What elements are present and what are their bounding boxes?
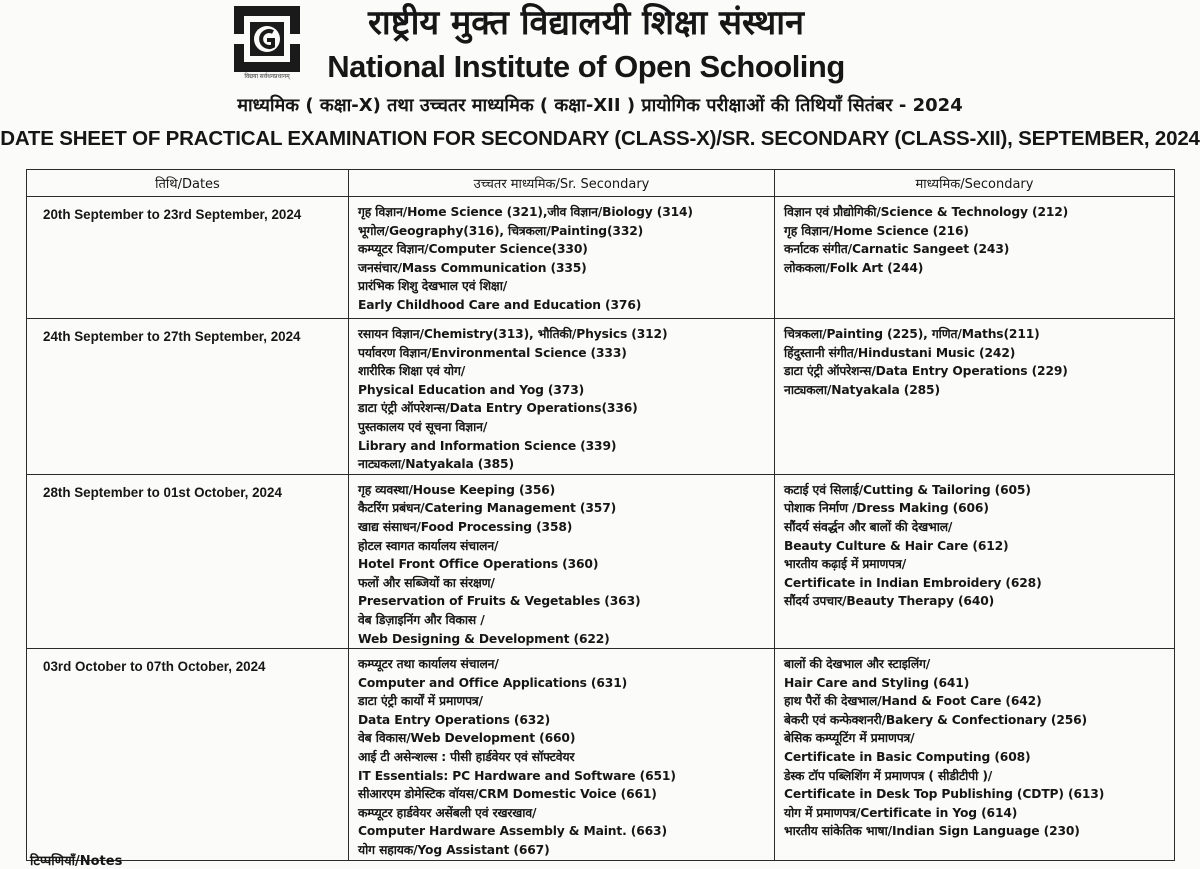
date-sheet-table (26, 169, 1175, 861)
subject-line: Certificate in Indian Embroidery (628) (784, 575, 1042, 590)
subject-line: भूगोल/Geography(316), चित्रकला/Painting(332) (358, 223, 644, 238)
subject-line: पर्यावरण विज्ञान/Environmental Science (333) (358, 345, 627, 360)
nios-logo-icon (232, 4, 302, 82)
institute-title-english: National Institute of Open Schooling (327, 49, 845, 84)
exam-date-range: 24th September to 27th September, 2024 (27, 319, 349, 475)
document-header (0, 0, 1200, 165)
subject-line: होटल स्वागत कार्यालय संचालन/ (358, 538, 499, 553)
subject-line: बेकरी एवं कन्फेक्शनरी/Bakery & Confectionary (256) (784, 712, 1088, 727)
table-body (27, 197, 1175, 861)
datesheet-subtitle-english: DATE SHEET OF PRACTICAL EXAMINATION FOR SECONDARY (CLASS-X)/SR. SECONDARY (CLASS-XII), SEPTEMBER, 2024 (0, 127, 1200, 150)
subject-line: Computer and Office Applications (631) (358, 675, 628, 690)
subject-line: IT Essentials: PC Hardware and Software (651) (358, 768, 676, 783)
secondary-subjects (775, 649, 1175, 861)
subject-line: बेसिक कम्प्यूटिंग में प्रमाणपत्र/ (784, 731, 915, 746)
subject-line: शारीरिक शिक्षा एवं योग/ (358, 364, 466, 379)
header-dates: तिथि/Dates (27, 170, 349, 197)
subject-line: रसायन विज्ञान/Chemistry(313), भौतिकी/Physics (312) (358, 327, 668, 341)
header-sr-secondary: उच्चतर माध्यमिक/Sr. Secondary (349, 170, 775, 197)
subject-line: सौंदर्य उपचार/Beauty Therapy (640) (784, 594, 995, 609)
exam-date-range: 28th September to 01st October, 2024 (27, 474, 349, 648)
subject-line: योग में प्रमाणपत्र/Certificate in Yog (614) (784, 805, 1018, 820)
subject-line: जनसंचार/Mass Communication (335) (358, 260, 587, 275)
subject-line: गृह विज्ञान/Home Science (216) (784, 223, 969, 238)
subject-line: डेस्क टॉप पब्लिशिंग में प्रमाणपत्र ( सीडीटीपी )/ (784, 768, 993, 783)
table-row (27, 649, 1175, 861)
notes-label: टिप्पणियाँ/Notes (30, 854, 123, 869)
secondary-subjects (775, 319, 1175, 475)
subject-line: Physical Education and Yog (373) (358, 382, 585, 397)
sr-secondary-subjects (349, 474, 775, 648)
subject-line: चित्रकला/Painting (225), गणित/Maths(211) (784, 327, 1040, 341)
table-header-row (27, 170, 1175, 197)
subject-line: योग सहायक/Yog Assistant (667) (358, 843, 550, 858)
subject-line: Certificate in Desk Top Publishing (CDTP) (613) (784, 787, 1105, 802)
subject-line: गृह विज्ञान/Home Science (321),जीव विज्ञान/Biology (314) (358, 205, 693, 219)
subject-line: वेब डिज़ाइनिंग और विकास / (358, 612, 485, 627)
subject-line: कम्प्यूटर विज्ञान/Computer Science(330) (358, 242, 588, 257)
subject-line: हिंदुस्तानी संगीत/Hindustani Music (242) (784, 345, 1016, 360)
subject-line: Certificate in Basic Computing (608) (784, 750, 1031, 765)
subject-line: डाटा एंट्री कार्यों में प्रमाणपत्र/ (358, 694, 483, 709)
subject-line: नाट्यकला/Natyakala (385) (358, 457, 514, 472)
institute-title-hindi: राष्ट्रीय मुक्त विद्यालयी शिक्षा संस्थान (368, 3, 804, 43)
secondary-subjects (775, 197, 1175, 319)
subject-line: भारतीय कढ़ाई में प्रमाणपत्र/ (784, 557, 907, 572)
subject-line: Hair Care and Styling (641) (784, 675, 970, 690)
subject-line: Data Entry Operations (632) (358, 712, 551, 727)
subject-line: गृह व्यवस्था/House Keeping (356) (358, 482, 556, 497)
sr-secondary-subjects (349, 319, 775, 475)
logo-motto: विद्यया सर्वधनप्रधानम् (244, 74, 290, 80)
datesheet-subtitle-hindi: माध्यमिक ( कक्षा-X) तथा उच्चतर माध्यमिक ( कक्षा-XII ) प्रायोगिक परीक्षाओं की तिथियाँ सितंबर - 2024 (237, 95, 963, 116)
table-row (27, 319, 1175, 475)
subject-line: विज्ञान एवं प्रौद्योगिकी/Science & Technology (212) (784, 205, 1069, 219)
subject-line: सीआरएम डोमेस्टिक वॉयस/CRM Domestic Voice (661) (358, 787, 657, 802)
subject-line: भारतीय सांकेतिक भाषा/Indian Sign Language (230) (784, 824, 1080, 839)
subject-line: Library and Information Science (339) (358, 438, 617, 453)
subject-line: आई टी असेन्शल्स : पीसी हार्डवेयर एवं सॉफ्टवेयर (358, 750, 575, 765)
subject-line: कटाई एवं सिलाई/Cutting & Tailoring (605) (784, 482, 1031, 497)
exam-date-range: 20th September to 23rd September, 2024 (27, 197, 349, 319)
subject-line: Web Designing & Development (622) (358, 631, 610, 646)
subject-line: वेब विकास/Web Development (660) (358, 731, 576, 746)
table-row (27, 197, 1175, 319)
subject-line: Preservation of Fruits & Vegetables (363) (358, 594, 641, 609)
subject-line: डाटा एंट्री ऑपरेशन्स/Data Entry Operations(336) (358, 401, 638, 416)
subject-line: नाट्यकला/Natyakala (285) (784, 382, 940, 397)
sr-secondary-subjects (349, 649, 775, 861)
subject-line: कर्नाटक संगीत/Carnatic Sangeet (243) (784, 242, 1010, 257)
subject-line: प्रारंभिक शिशु देखभाल एवं शिक्षा/ (358, 279, 508, 294)
subject-line: पुस्तकालय एवं सूचना विज्ञान/ (358, 419, 488, 434)
sr-secondary-subjects (349, 197, 775, 319)
subject-line: Early Childhood Care and Education (376) (358, 297, 642, 312)
subject-line: हाथ पैरों की देखभाल/Hand & Foot Care (642) (784, 694, 1042, 709)
subject-line: Hotel Front Office Operations (360) (358, 557, 599, 572)
subject-line: Beauty Culture & Hair Care (612) (784, 538, 1009, 553)
subject-line: Computer Hardware Assembly & Maint. (663) (358, 824, 667, 839)
subject-line: कम्प्यूटर तथा कार्यालय संचालन/ (358, 657, 499, 672)
subject-line: कम्प्यूटर हार्डवेयर असेंबली एवं रखरखाव/ (358, 805, 537, 820)
subject-line: सौंदर्य संवर्द्धन और बालों की देखभाल/ (784, 519, 953, 534)
subject-line: पोशाक निर्माण /Dress Making (606) (784, 501, 989, 516)
subject-line: फलों और सब्जियों का संरक्षण/ (358, 575, 495, 590)
subject-line: खाद्य संसाधन/Food Processing (358) (358, 519, 573, 534)
secondary-subjects (775, 474, 1175, 648)
subject-line: लोककला/Folk Art (244) (784, 260, 924, 275)
table-row (27, 474, 1175, 648)
subject-line: कैटरिंग प्रबंधन/Catering Management (357) (358, 501, 617, 516)
header-secondary: माध्यमिक/Secondary (775, 170, 1175, 197)
subject-line: बालों की देखभाल और स्टाइलिंग/ (784, 657, 931, 672)
subject-line: डाटा एंट्री ऑपरेशन्स/Data Entry Operations (229) (784, 364, 1068, 379)
exam-date-range: 03rd October to 07th October, 2024 (27, 649, 349, 861)
